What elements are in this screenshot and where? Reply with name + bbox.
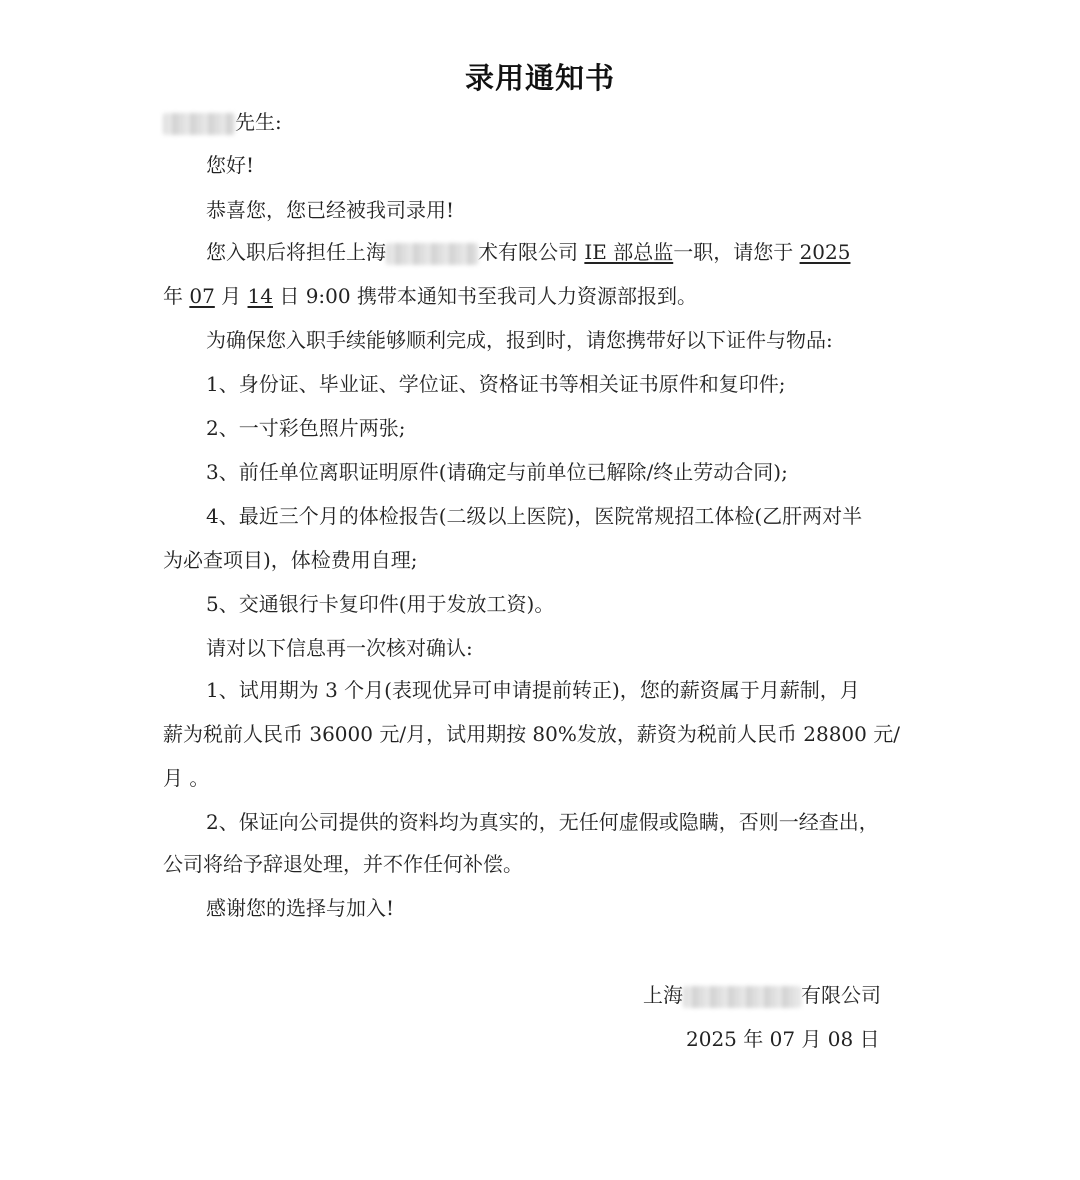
document-title: 录用通知书	[464, 61, 615, 95]
item-4-line1: 4、最近三个月的体检报告(二级以上医院)，医院常规招工体检(乙肝两对半	[206, 504, 863, 528]
position-paragraph-line2: 年 07 月 14 日 9:00 携带本通知书至我司人力资源部报到。	[163, 284, 697, 308]
item-3: 3、前任单位离职证明原件(请确定与前单位已解除/终止劳动合同);	[206, 460, 788, 484]
thanks-line: 感谢您的选择与加入!	[206, 896, 395, 920]
greeting: 您好!	[206, 153, 255, 177]
signature-date: 2025 年 07 月 08 日	[686, 1027, 880, 1051]
redacted-signature-company	[683, 986, 801, 1008]
confirm-1-line3: 月 。	[163, 766, 210, 790]
start-month: 07	[189, 284, 215, 308]
start-year: 2025	[799, 240, 851, 264]
start-day: 14	[247, 284, 273, 308]
confirm-1-line1: 1、试用期为 3 个月(表现优异可申请提前转正)，您的薪资属于月薪制，月	[206, 678, 860, 702]
redacted-name	[163, 113, 235, 135]
salutation: 先生:	[163, 108, 282, 136]
confirm-2-line1: 2、保证向公司提供的资料均为真实的，无任何虚假或隐瞒，否则一经查出，	[206, 810, 879, 834]
prepare-intro: 为确保您入职手续能够顺利完成，报到时，请您携带好以下证件与物品:	[206, 328, 833, 352]
item-1: 1、身份证、毕业证、学位证、资格证书等相关证书原件和复印件;	[206, 372, 786, 396]
signature-company: 上海 有限公司	[643, 983, 881, 1007]
confirm-2-line2: 公司将给予辞退处理，并不作任何补偿。	[163, 852, 523, 876]
redacted-company	[386, 243, 478, 265]
congrats-line: 恭喜您，您已经被我司录用!	[206, 198, 455, 222]
position-paragraph-line1: 您入职后将担任上海 术有限公司 IE 部总监一职，请您于 2025	[206, 240, 851, 264]
item-2: 2、一寸彩色照片两张;	[206, 416, 406, 440]
position-title: IE 部总监	[584, 240, 674, 264]
item-5: 5、交通银行卡复印件(用于发放工资)。	[206, 592, 555, 616]
confirm-1-line2: 薪为税前人民币 36000 元/月，试用期按 80%发放，薪资为税前人民币 28800 元/	[163, 722, 900, 746]
confirm-intro: 请对以下信息再一次核对确认:	[206, 636, 473, 660]
item-4-line2: 为必查项目)，体检费用自理;	[163, 548, 418, 572]
